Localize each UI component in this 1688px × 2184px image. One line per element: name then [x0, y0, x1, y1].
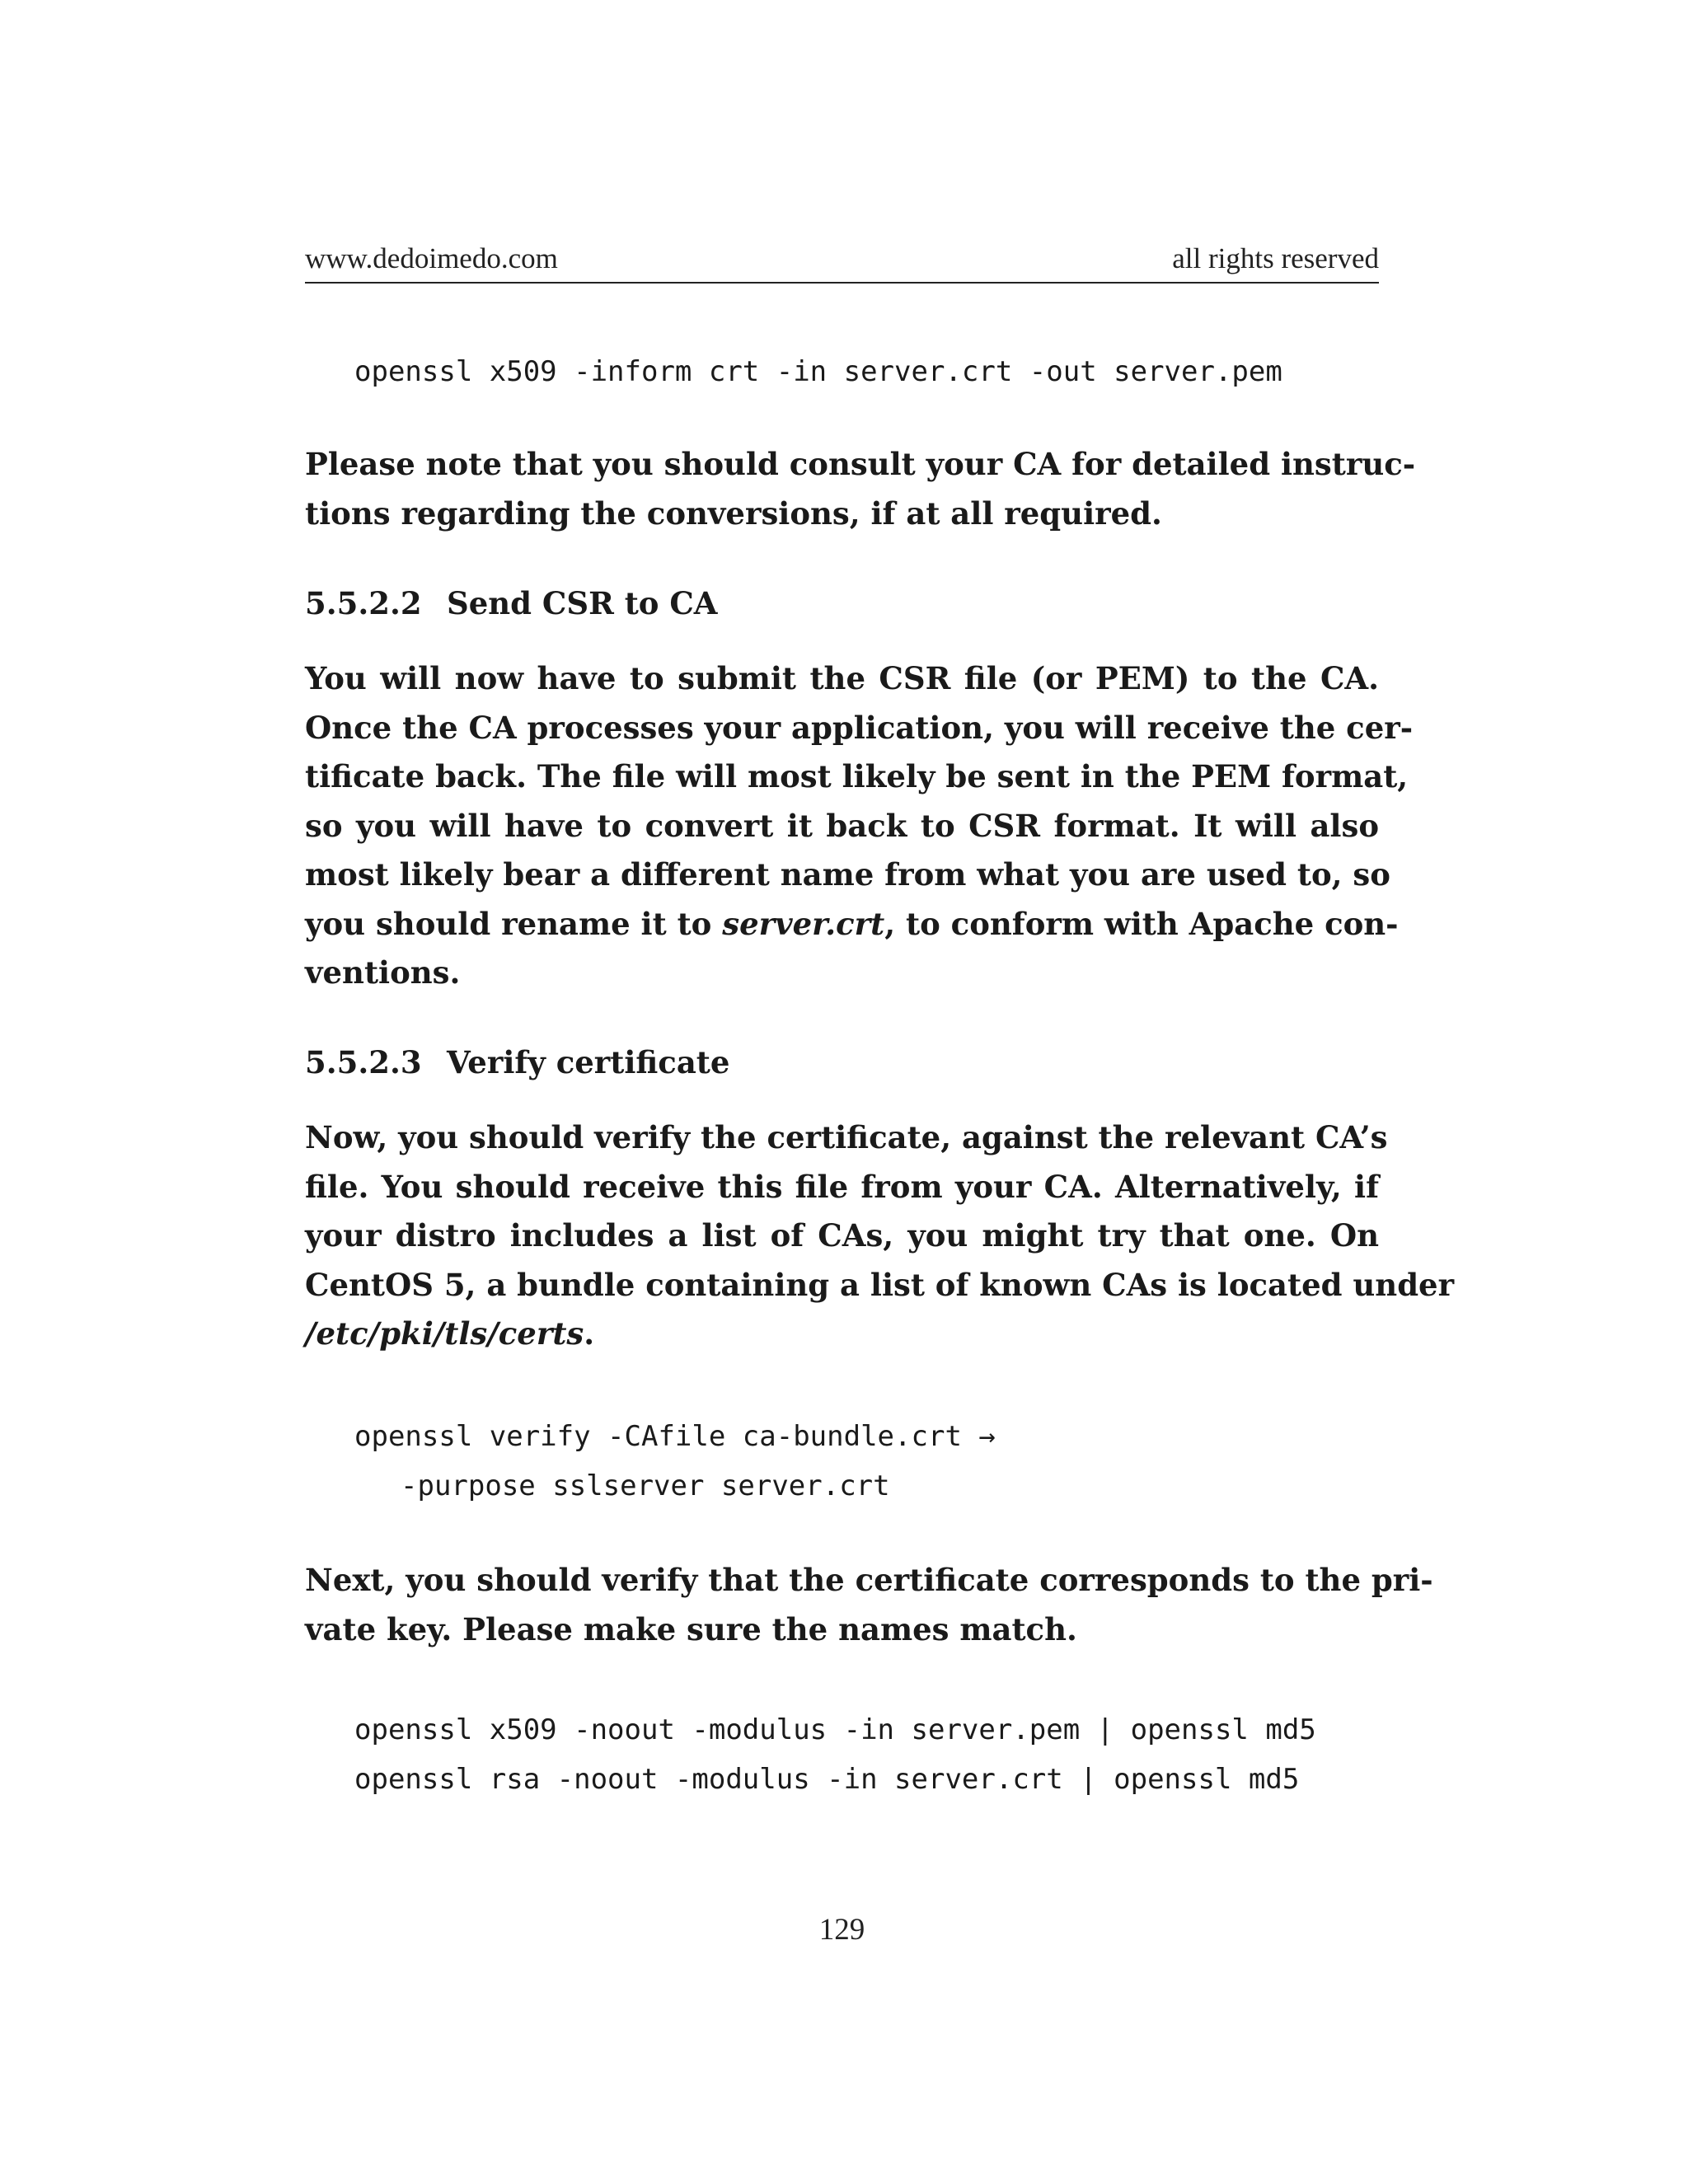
section-number: 5.5.2.3 — [305, 1044, 422, 1080]
page-number: 129 — [818, 1913, 865, 1947]
code-line: openssl x509 -inform crt -in server.crt -out server.pem — [354, 355, 1282, 388]
paragraph-verify-key — [305, 1556, 1433, 1654]
header-website: www.dedoimedo.com — [305, 242, 558, 274]
code-line: openssl rsa -noout -modulus -in server.crt | openssl md5 — [354, 1763, 1300, 1796]
document-page — [305, 0, 1455, 2184]
text-line: tions regarding the conversions, if at all required. — [305, 494, 1162, 532]
text-line: CentOS 5, a bundle containing a list of known CAs is located under — [305, 1266, 1455, 1303]
code-line: openssl x509 -noout -modulus -in server.pem | openssl md5 — [354, 1713, 1316, 1746]
text-line: Next, you should verify that the certificate corresponds to the pri- — [305, 1562, 1433, 1598]
section-heading-verify-cert — [305, 1044, 729, 1080]
text-line: Once the CA processes your application, you will receive the cer- — [305, 709, 1414, 746]
text-line: vate key. Please make sure the names match. — [305, 1610, 1077, 1647]
section-number: 5.5.2.2 — [305, 585, 422, 621]
text-line: most likely bear a different name from what you are used to, so — [305, 856, 1390, 893]
text-line — [305, 900, 1399, 949]
paragraph-consult-ca — [305, 440, 1416, 538]
text-line: Please note that you should consult your CA for detailed instruc- — [305, 446, 1416, 482]
text-segment: . — [584, 1315, 595, 1352]
section-title: Send CSR to CA — [447, 585, 718, 621]
text-line: so you will have to convert it back to CSR format. It will also — [305, 807, 1379, 844]
text-line: your distro includes a list of CAs, you might try that one. On — [305, 1217, 1379, 1254]
text-segment: , to conform with Apache con- — [884, 905, 1399, 942]
page-header — [305, 239, 1379, 284]
text-line — [305, 1310, 1379, 1359]
code-block-modulus — [354, 1705, 1316, 1804]
section-title: Verify certificate — [447, 1044, 730, 1080]
paragraph-submit-csr — [305, 654, 1414, 998]
code-block-verify — [354, 1412, 996, 1511]
text-line: ventions. — [305, 954, 461, 991]
section-heading-send-csr — [305, 585, 718, 621]
code-line-continuation: -purpose sslserver server.crt — [401, 1469, 890, 1502]
paragraph-verify-cert — [305, 1113, 1455, 1359]
text-line: Now, you should verify the certificate, against the relevant CA’s — [305, 1119, 1388, 1155]
text-line: tificate back. The file will most likely be sent in the PEM format, — [305, 758, 1409, 794]
text-line: You will now have to submit the CSR file (or PEM) to the CA. — [305, 660, 1379, 696]
path-italic: /etc/pki/tls/certs — [305, 1315, 584, 1352]
text-segment: you should rename it to — [305, 905, 723, 942]
code-line: openssl verify -CAfile ca-bundle.crt → — [354, 1420, 996, 1453]
code-block-convert — [354, 347, 1282, 396]
header-rights: all rights reserved — [1172, 242, 1379, 274]
filename-italic: server.crt — [722, 905, 885, 942]
text-line: file. You should receive this file from your CA. Alternatively, if — [305, 1168, 1379, 1205]
